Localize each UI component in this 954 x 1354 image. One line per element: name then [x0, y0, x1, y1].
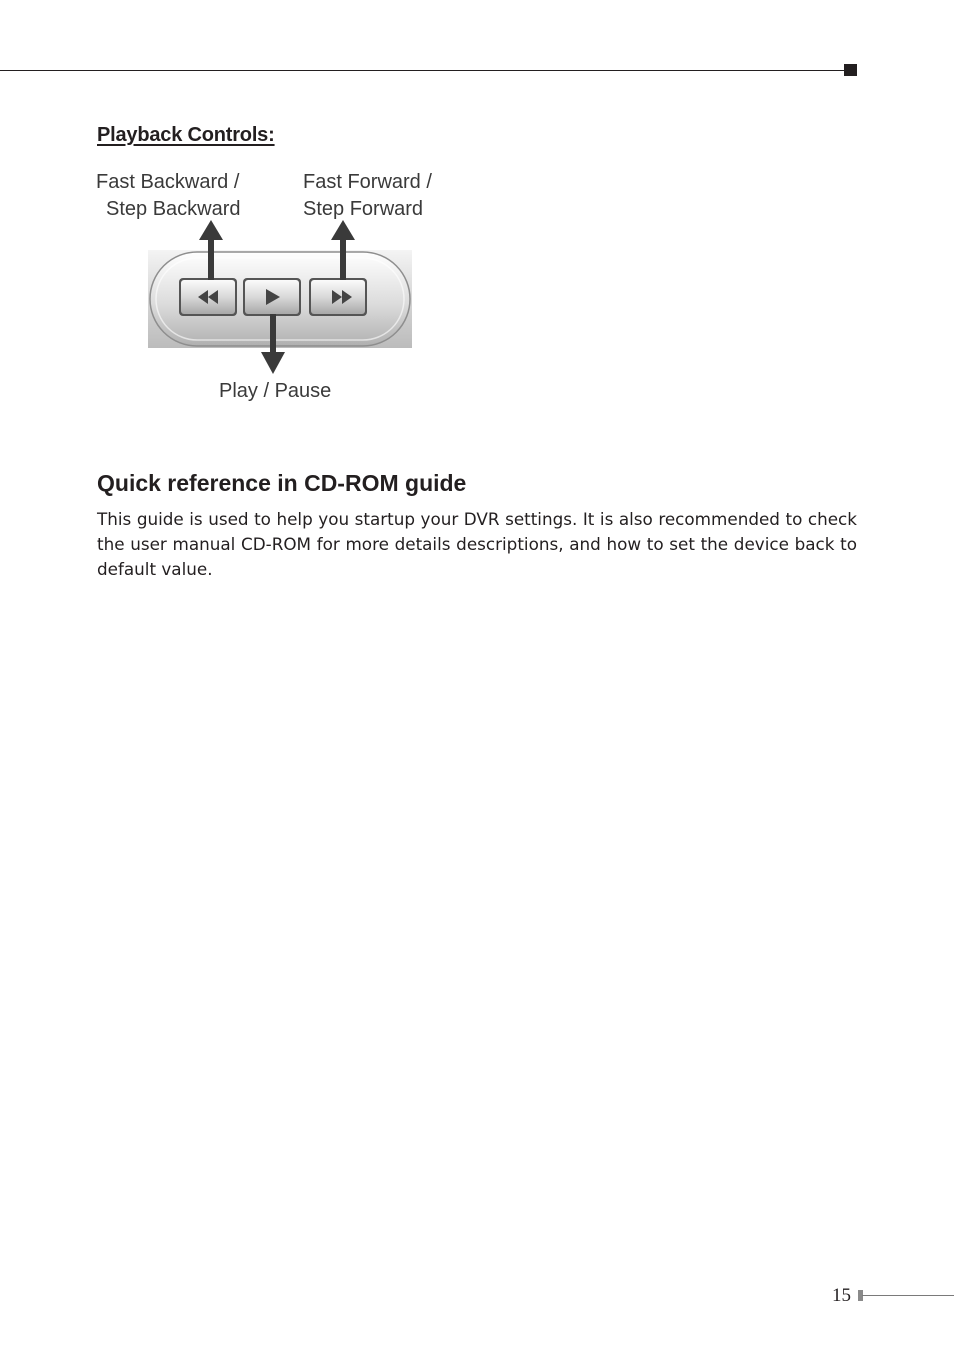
header-square-mark [844, 64, 857, 76]
fast-backward-button[interactable] [179, 278, 237, 316]
fast-forward-button[interactable] [309, 278, 367, 316]
header-rule [0, 70, 846, 71]
quick-reference-paragraph: This guide is used to help you startup your DVR settings. It is also recommended to check the user manual CD-ROM for more details descriptions, and how to set the device back to default value. [97, 509, 857, 579]
fast-backward-label-line2: Step Backward [106, 198, 241, 220]
playback-controls-heading: Playback Controls: [97, 124, 275, 146]
fast-forward-label-line2: Step Forward [303, 198, 424, 220]
play-pause-label: Play / Pause [219, 380, 332, 402]
play-pause-button[interactable] [243, 278, 301, 316]
playback-controls-figure [90, 160, 460, 410]
page-number: 15 [832, 1285, 851, 1306]
fast-backward-label-line1: Fast Backward / [96, 171, 240, 193]
footer-rule [862, 1295, 954, 1296]
fast-forward-label-line1: Fast Forward / [303, 171, 432, 193]
quick-reference-heading: Quick reference in CD-ROM guide [97, 470, 467, 496]
